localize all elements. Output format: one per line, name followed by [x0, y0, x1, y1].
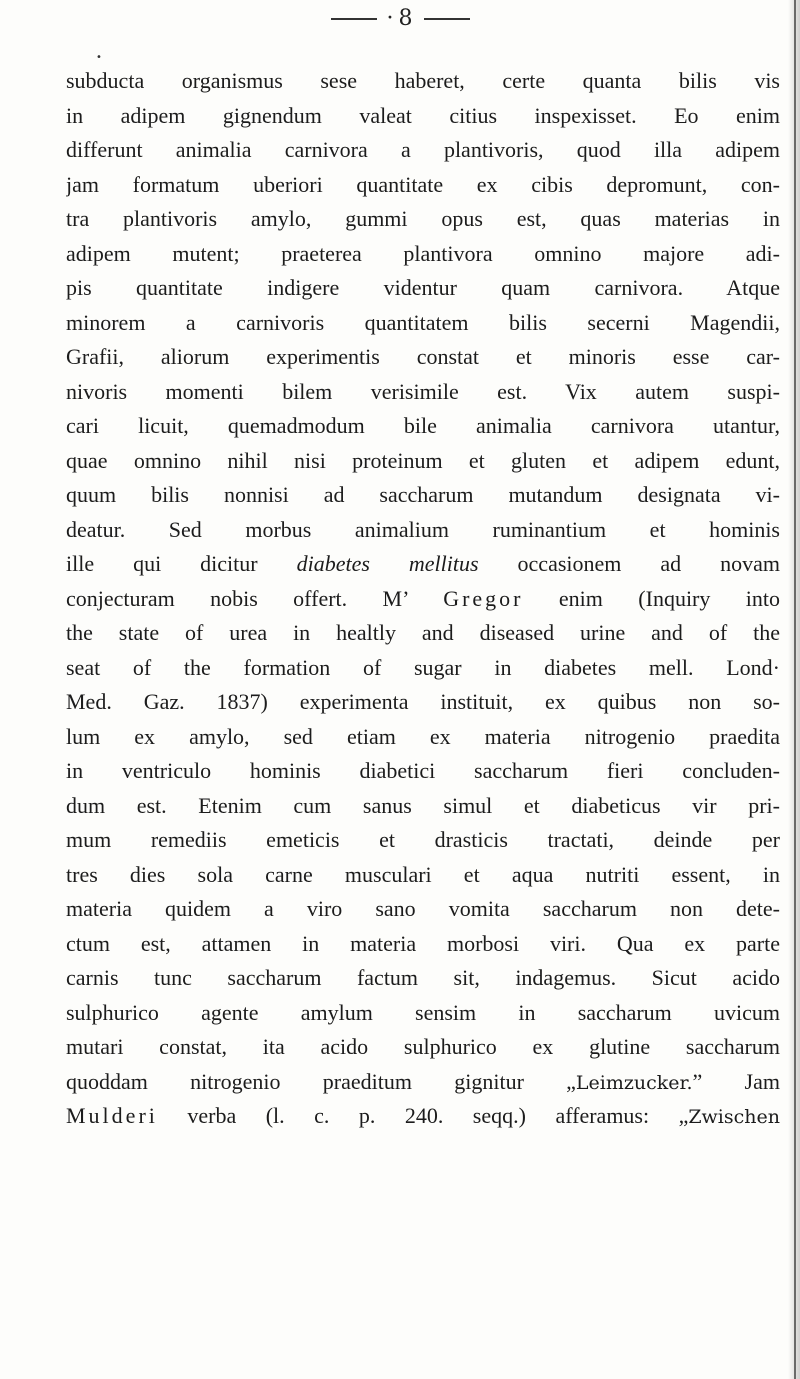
- text-line: Grafii, aliorum experimentis constat et minoris esse car-: [66, 344, 780, 369]
- text-line-mulderi: [66, 1099, 780, 1134]
- page-edge-rule: [794, 0, 796, 1379]
- text-line: nivoris momenti bilem verisimile est. Vix autem suspi-: [66, 378, 780, 404]
- text-line: ctum est, attamen in materia morbosi viri. Qua ex parte: [66, 930, 780, 956]
- line-segment: quoddam nitrogenio praeditum gignitur „: [66, 1068, 576, 1094]
- body-text: [66, 64, 780, 1134]
- fraktur-word: Leimzucker.: [575, 1071, 693, 1094]
- text-line: Med. Gaz. 1837) experimenta instituit, ex quibus non so-: [66, 689, 780, 714]
- text-line: carnis tunc saccharum factum sit, indagemus. Sicut acido: [66, 965, 780, 990]
- header-dash-left: [331, 18, 377, 20]
- text-line: in ventriculo hominis diabetici saccharum fieri concluden-: [66, 758, 780, 783]
- page-header: [0, 6, 800, 31]
- text-line: tra plantivoris amylo, gummi opus est, quas materias in: [66, 206, 780, 231]
- line-segment: enim (Inquiry into: [523, 585, 780, 611]
- spaced-name: Gregor: [443, 585, 524, 611]
- page-number: 8: [398, 6, 414, 31]
- text-line: sulphurico agente amylum sensim in saccharum uvicum: [66, 999, 780, 1025]
- text-line: seat of the formation of sugar in diabetes mell. Lond·: [66, 654, 780, 680]
- text-line: deatur. Sed morbus animalium ruminantium et hominis: [66, 516, 780, 542]
- text-line: mum remediis emeticis et drasticis tractati, deinde per: [66, 827, 780, 852]
- text-line: dum est. Etenim cum sanus simul et diabeticus vir pri-: [66, 792, 780, 818]
- header-dot: ·: [386, 6, 395, 31]
- line-segment: occasionem ad novam: [478, 551, 780, 576]
- text-line: pis quantitate indigere videntur quam carnivora. Atque: [66, 275, 780, 300]
- text-line: lum ex amylo, sed etiam ex materia nitrogenio praedita: [66, 723, 780, 749]
- fraktur-word: Zwischen: [688, 1106, 780, 1128]
- header-dash-right: [424, 18, 470, 20]
- text-line: differunt animalia carnivora a plantivoris, quod illa adipem: [66, 137, 780, 162]
- text-line: materia quidem a viro sano vomita saccharum non dete-: [66, 896, 780, 921]
- text-line-diabetes: [66, 547, 780, 582]
- spaced-name: Mulderi: [66, 1103, 158, 1128]
- text-line: jam formatum uberiori quantitate ex cibis depromunt, con-: [66, 171, 780, 197]
- italic-term: diabetes mellitus: [296, 551, 479, 576]
- text-line: in adipem gignendum valeat citius inspexisset. Eo enim: [66, 102, 780, 128]
- text-line: the state of urea in healtly and diseased urine and of the: [66, 620, 780, 645]
- text-line: mutari constat, ita acido sulphurico ex glutine saccharum: [66, 1034, 780, 1059]
- text-line-gregor: [66, 582, 780, 617]
- text-line: subducta organismus sese haberet, certe quanta bilis vis: [66, 68, 780, 93]
- text-line: quae omnino nihil nisi proteinum et gluten et adipem edunt,: [66, 447, 780, 473]
- line-segment: verba (l. c. p. 240. seqq.) afferamus: „: [157, 1103, 689, 1128]
- text-line-leimzucker: [66, 1065, 780, 1100]
- text-line: quum bilis nonnisi ad saccharum mutandum designata vi-: [66, 482, 780, 507]
- line-segment: ille qui dicitur: [66, 551, 297, 576]
- text-line: minorem a carnivoris quantitatem bilis secerni Magendii,: [66, 309, 780, 335]
- line-segment: conjecturam nobis offert. M’: [66, 585, 444, 611]
- text-line: adipem mutent; praeterea plantivora omnino majore adi-: [66, 240, 780, 266]
- text-line: cari licuit, quemadmodum bile animalia carnivora utantur,: [66, 413, 780, 438]
- line-segment: ” Jam: [692, 1068, 780, 1094]
- text-line: tres dies sola carne musculari et aqua nutriti essent, in: [66, 861, 780, 887]
- print-mark: •: [96, 52, 102, 63]
